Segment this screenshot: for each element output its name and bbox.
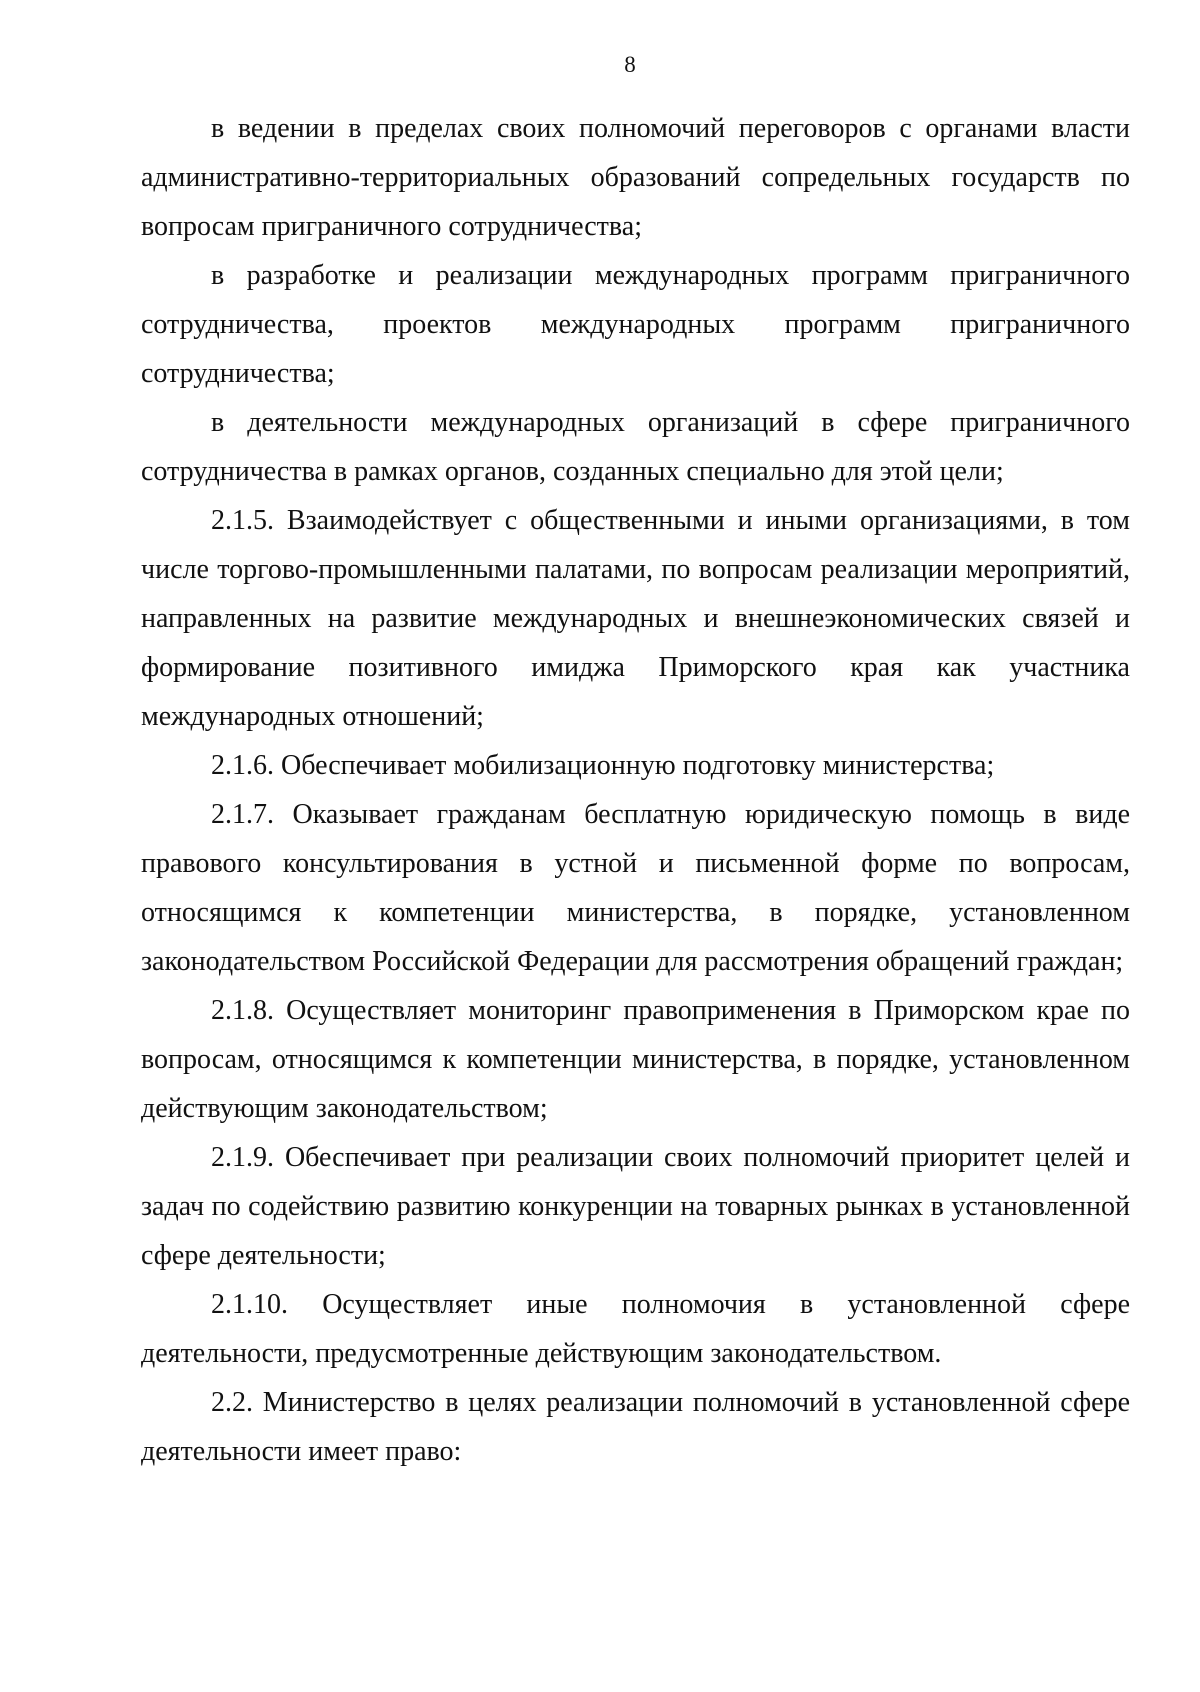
paragraph-negotiations: в ведении в пределах своих полномочий переговоров с органами власти административно-территориальных образований сопредельных государств по вопросам приграничного сотрудничества; xyxy=(141,113,1130,242)
paragraph-2-1-9: 2.1.9. Обеспечивает при реализации своих полномочий приоритет целей и задач по содействию развитию конкуренции на товарных рынках в установленной сфере деятельности; xyxy=(141,1142,1130,1271)
paragraph-2-1-10: 2.1.10. Осуществляет иные полномочия в установленной сфере деятельности, предусмотренные действующим законодательством. xyxy=(141,1289,1130,1369)
paragraph-2-2: 2.2. Министерство в целях реализации полномочий в установленной сфере деятельности имеет право: xyxy=(141,1387,1130,1467)
paragraph-2-1-5: 2.1.5. Взаимодействует с общественными и иными организациями, в том числе торгово-промышленными палатами, по вопросам реализации мероприятий, направленных на развитие международных и внешнеэкономических связей и формирование позитивного имиджа Приморского края как участника международных отношений; xyxy=(141,505,1130,732)
document-body xyxy=(141,104,1130,1476)
page-number: 8 xyxy=(624,52,636,77)
paragraph-programs: в разработке и реализации международных программ приграничного сотрудничества, проектов международных программ приграничного сотрудничества; xyxy=(141,260,1130,389)
paragraph-2-1-8: 2.1.8. Осуществляет мониторинг правоприменения в Приморском крае по вопросам, относящимся к компетенции министерства, в порядке, установленном действующим законодательством; xyxy=(141,995,1130,1124)
paragraph-international-organizations: в деятельности международных организаций в сфере приграничного сотрудничества в рамках органов, созданных специально для этой цели; xyxy=(141,407,1130,487)
paragraph-2-1-6: 2.1.6. Обеспечивает мобилизационную подготовку министерства; xyxy=(211,750,995,781)
paragraph-2-1-7: 2.1.7. Оказывает гражданам бесплатную юридическую помощь в виде правового консультирования в устной и письменной форме по вопросам, относящимся к компетенции министерства, в порядке, установленном законодательством Российской Федерации для рассмотрения обращений граждан; xyxy=(141,799,1130,977)
